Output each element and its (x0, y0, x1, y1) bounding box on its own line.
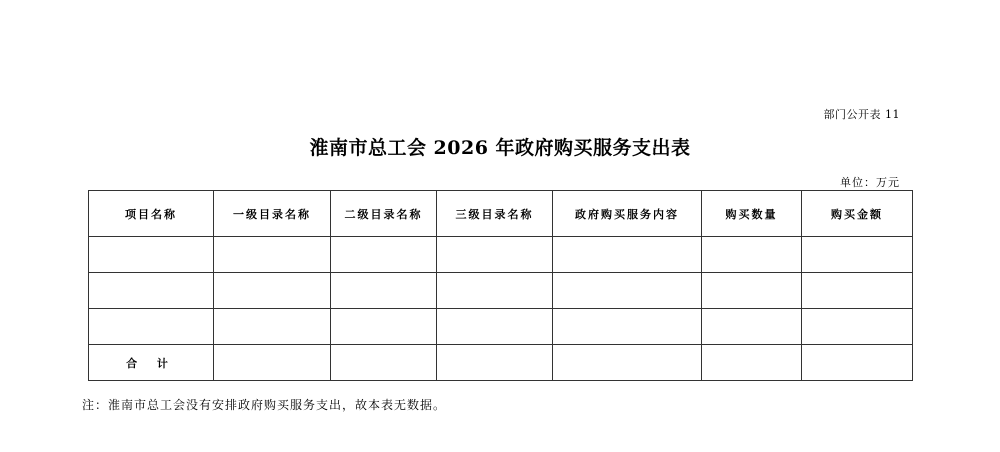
table-cell (702, 237, 802, 273)
table-cell (89, 273, 214, 309)
header-amount: 购买金额 (802, 191, 913, 237)
page-title: 淮南市总工会 2026 年政府购买服务支出表 (309, 137, 691, 159)
table-cell (802, 309, 913, 345)
table-row (89, 273, 913, 309)
table-cell (331, 345, 437, 381)
table-number: 部门公开表 11 (823, 108, 900, 121)
table-row (89, 309, 913, 345)
table-cell (437, 345, 553, 381)
table-cell (214, 273, 331, 309)
table-cell (802, 237, 913, 273)
table-cell (553, 237, 702, 273)
table-cell (702, 345, 802, 381)
header-row (89, 191, 913, 237)
table-cell (437, 237, 553, 273)
table-cell (89, 237, 214, 273)
expenditure-table (88, 190, 913, 381)
table-cell (214, 237, 331, 273)
table-cell (553, 273, 702, 309)
header-service-content: 政府购买服务内容 (553, 191, 702, 237)
table-cell (702, 273, 802, 309)
table-cell (553, 309, 702, 345)
table-cell (802, 345, 913, 381)
header-level3-category: 三级目录名称 (437, 191, 553, 237)
table-cell (437, 309, 553, 345)
table-cell (331, 237, 437, 273)
table-cell (702, 309, 802, 345)
header-project-name: 项目名称 (89, 191, 214, 237)
table-cell (214, 309, 331, 345)
header-level1-category: 一级目录名称 (214, 191, 331, 237)
table-cell (214, 345, 331, 381)
header-level2-category: 二级目录名称 (331, 191, 437, 237)
table-cell (331, 309, 437, 345)
table-cell (802, 273, 913, 309)
table-cell (437, 273, 553, 309)
total-label: 合 计 (89, 345, 214, 381)
table-cell (553, 345, 702, 381)
table-cell (89, 309, 214, 345)
header-quantity: 购买数量 (702, 191, 802, 237)
table-row (89, 237, 913, 273)
unit-label: 单位：万元 (840, 176, 900, 189)
table-cell (331, 273, 437, 309)
total-row (89, 345, 913, 381)
footnote: 注：淮南市总工会没有安排政府购买服务支出，故本表无数据。 (82, 398, 447, 412)
